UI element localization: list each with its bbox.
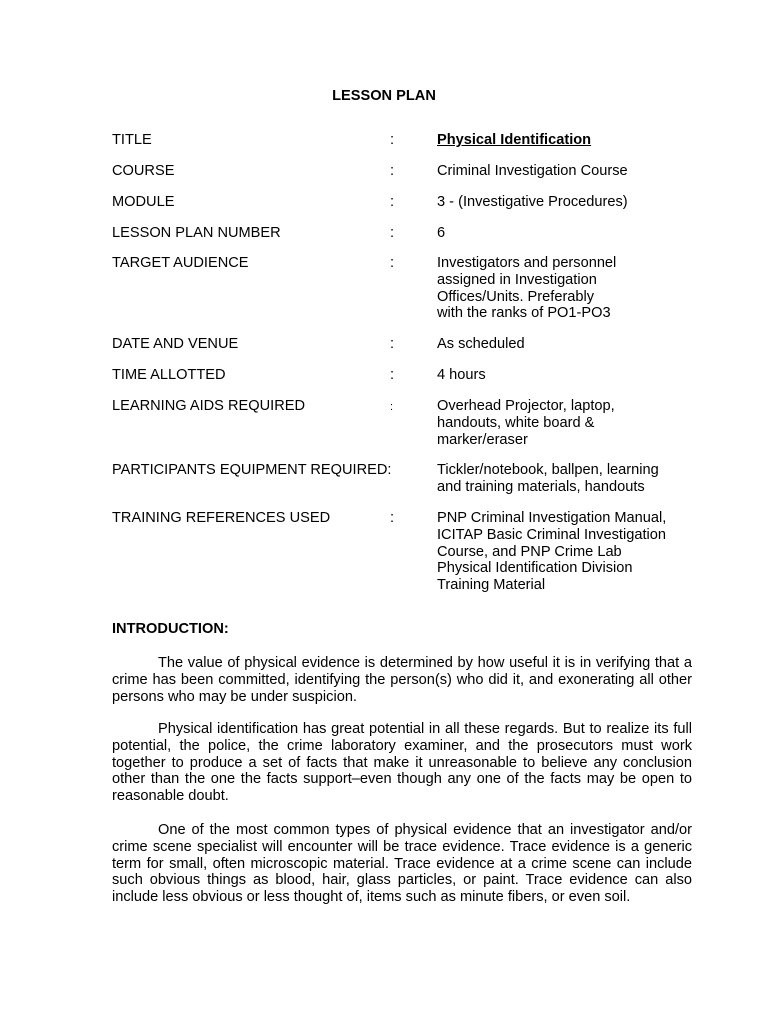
field-label: LEARNING AIDS REQUIRED <box>112 398 306 414</box>
field-value: 6 <box>437 225 446 241</box>
introduction-paragraph: One of the most common types of physical evidence that an investigator and/or crime scene specialist will encounter will be trace evidence. Trace evidence is a generic term for small, often microscopic material. Trace evidence at a crime scene can include such obvious things as blood, hair, glass particles, or paint. Trace evidence can also include less obvious or less thought of, items such as minute fibers, or even soil. <box>112 822 692 906</box>
field-course <box>112 163 712 183</box>
field-value: Physical Identification <box>437 132 592 148</box>
field-separator: : <box>390 194 395 210</box>
field-separator: : <box>390 336 395 352</box>
field-label: TRAINING REFERENCES USED <box>112 510 331 526</box>
field-separator: : <box>390 255 395 271</box>
page-title: LESSON PLAN <box>332 88 436 104</box>
field-label: LESSON PLAN NUMBER <box>112 225 281 241</box>
field-target-audience <box>112 255 712 322</box>
field-time-allotted <box>112 367 712 387</box>
field-separator: : <box>390 132 395 148</box>
field-participants-equipment <box>112 462 712 495</box>
introduction-heading: INTRODUCTION: <box>112 621 229 637</box>
field-label: TARGET AUDIENCE <box>112 255 249 271</box>
field-separator: : <box>390 510 395 526</box>
field-separator: : <box>390 401 394 413</box>
field-value: 4 hours <box>437 367 486 383</box>
field-separator: : <box>390 163 395 179</box>
introduction-paragraph: The value of physical evidence is determined by how useful it is in verifying that a crime has been committed, identifying the person(s) who did it, and exonerating all other persons who may be under suspicion. <box>112 655 692 705</box>
field-value: Investigators and personnel assigned in Investigation Offices/Units. Preferably with the ranks of PO1-PO3 <box>437 255 617 322</box>
field-value: As scheduled <box>437 336 525 352</box>
field-value: Criminal Investigation Course <box>437 163 628 179</box>
field-value: Tickler/notebook, ballpen, learning and training materials, handouts <box>437 462 659 495</box>
field-label: TIME ALLOTTED <box>112 367 226 383</box>
introduction-paragraph: Physical identification has great potential in all these regards. But to realize its full potential, the police, the crime laboratory examiner, and the prosecutors must work together to produce a set of facts that make it unreasonable to believe any conclusion other than the one the facts support–even though any one of the facts may be open to reasonable doubt. <box>112 721 692 805</box>
field-label: PARTICIPANTS EQUIPMENT REQUIRED: <box>112 462 392 478</box>
field-title <box>112 132 712 152</box>
field-lesson-plan-number <box>112 225 712 245</box>
field-separator: : <box>390 367 395 383</box>
field-label: TITLE <box>112 132 152 148</box>
field-module <box>112 194 712 214</box>
field-label: DATE AND VENUE <box>112 336 239 352</box>
field-learning-aids <box>112 398 712 448</box>
field-label: MODULE <box>112 194 175 210</box>
field-value: 3 - (Investigative Procedures) <box>437 194 628 210</box>
field-value: Overhead Projector, laptop, handouts, white board & marker/eraser <box>437 398 615 448</box>
field-training-references <box>112 510 712 594</box>
field-separator: : <box>390 225 395 241</box>
field-value: PNP Criminal Investigation Manual, ICITAP Basic Criminal Investigation Course, and PNP Crime Lab Physical Identification Division Training Material <box>437 510 667 594</box>
field-label: COURSE <box>112 163 175 179</box>
field-date-venue <box>112 336 712 356</box>
